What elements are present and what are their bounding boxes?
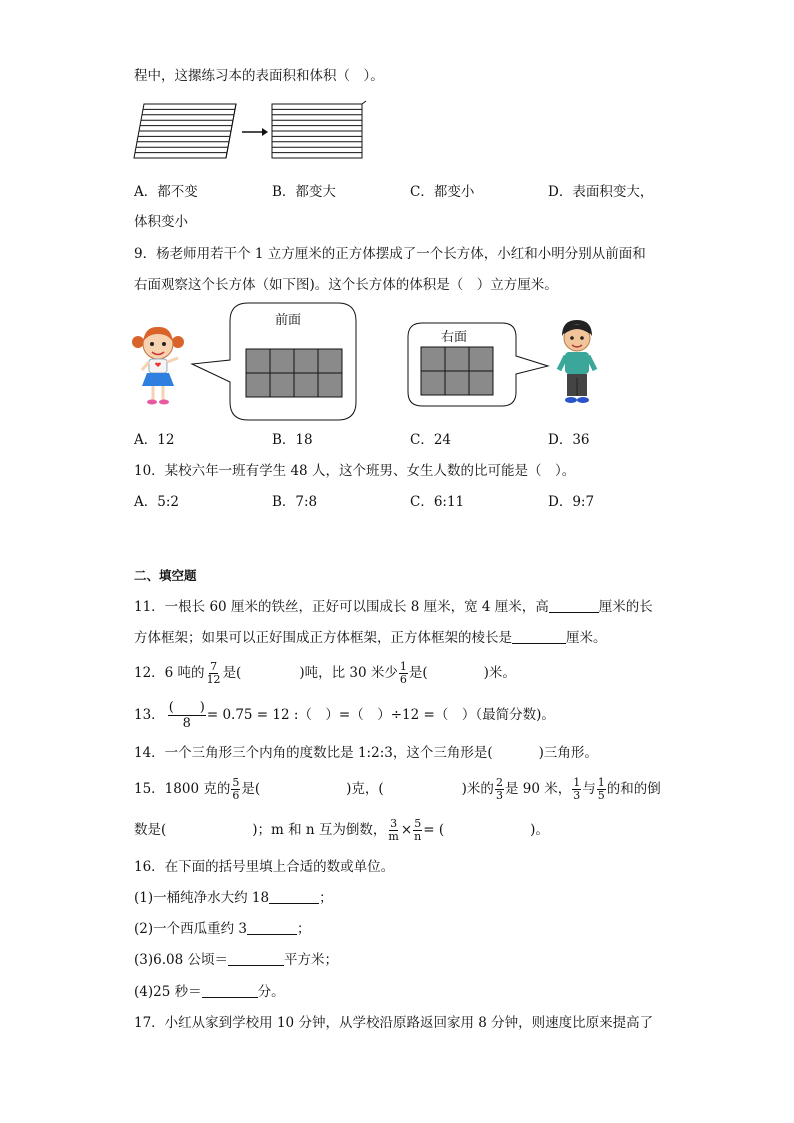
q11-text-2: 厘米的长 [598, 599, 653, 615]
q10-option-d[interactable]: D．9:7 [548, 494, 595, 510]
q12-fraction-1-6: $\frac{1}{6}$ [399, 660, 407, 686]
right-view-label: 右面 [441, 330, 468, 345]
q9-option-c[interactable]: C．24 [410, 432, 452, 448]
q12-text-2: 是( [222, 665, 242, 681]
q9-option-a[interactable]: A．12 [134, 432, 175, 448]
q11-text-4: 厘米。 [566, 630, 607, 646]
q8-stem-continuation: 程中，这摞练习本的表面积和体积（ ）。 [134, 68, 384, 84]
notebook-stack-figure [134, 104, 374, 164]
q14-text-2: )三角形。 [538, 745, 598, 761]
front-view-bubble [186, 302, 358, 422]
q12-text-4: 是( [408, 665, 428, 681]
unit-cube-square [318, 373, 342, 397]
boy-figure [553, 318, 601, 406]
q12-line [134, 658, 516, 688]
q16-item-1: (1)一桶纯净水大约 18 ； [134, 890, 333, 906]
q16-blank-3[interactable] [228, 951, 284, 966]
q16-item-3: (3)6.08 公顷＝ 平方米； [134, 952, 338, 968]
q15-fraction-3-m: $\frac{3}{m}$ [388, 817, 399, 843]
q9-option-b[interactable]: B．18 [272, 432, 313, 448]
q8-option-d-wrap: 体积变小 [134, 214, 188, 230]
boy-shirt [565, 352, 589, 374]
q15-fraction-2-3: $\frac{2}{3}$ [495, 776, 503, 802]
q13-text: = 0.75 = 12 :（ ）=（ ）÷12 =（ ）（最简分数)。 [206, 707, 555, 723]
right-view-grid [421, 347, 493, 395]
unit-cube-square [246, 349, 270, 373]
q15-line1: 15．1800 克的 $\frac{5}{6}$ 是( )克，( )米的 $\frac{2}{3}$ 是 90 米， $\frac{1}{3}$ 与 $\frac{1}{5}$ 的和的倒 [134, 776, 661, 802]
q12-text-5: )米。 [483, 665, 516, 681]
q14-text-1: 14．一个三角形三个内角的度数比是 1:2:3，这个三角形是( [134, 745, 493, 761]
girl-left-pigtail [132, 336, 144, 348]
unit-cube-square [270, 373, 294, 397]
unit-cube-square [294, 349, 318, 373]
q9-stem-line2: 右面观察这个长方体（如下图)。这个长方体的体积是（ ）立方厘米。 [134, 277, 558, 293]
q10-option-a[interactable]: A．5:2 [134, 494, 179, 510]
q15-fraction-5-n: $\frac{5}{n}$ [414, 817, 422, 843]
unit-cube-square [270, 349, 294, 373]
q10-stem: 10．某校六年一班有学生 48 人，这个班男、女生人数的比可能是（ ）。 [134, 463, 576, 479]
q12-text-1: 12．6 吨的 [134, 665, 205, 681]
unit-cube-square [469, 371, 493, 395]
q16-blank-2[interactable] [247, 920, 297, 935]
q11-text-1: 11．一根长 60 厘米的铁丝，正好可以围成长 8 厘米，宽 4 厘米，高 [134, 599, 549, 615]
front-view-grid [246, 349, 342, 397]
unit-cube-square [445, 371, 469, 395]
q15-line2: 数是( )；m 和 n 互为倒数， $\frac{3}{m}$ × $\frac{5}{n}$ = ( )。 [134, 817, 549, 843]
unit-cube-square [246, 373, 270, 397]
girl-figure [132, 322, 184, 406]
q8-option-d[interactable]: D．表面积变大， [548, 184, 654, 200]
girl-right-pigtail [172, 336, 184, 348]
q10-option-b[interactable]: B．7:8 [272, 494, 318, 510]
straight-stack [272, 101, 366, 158]
q12-fraction-7-12: $\frac{7}{12}$ [206, 660, 221, 686]
q11-line2 [134, 628, 607, 648]
unit-cube-square [445, 347, 469, 371]
unit-cube-square [421, 347, 445, 371]
right-view-bubble [406, 322, 552, 408]
q15-fraction-1-3: $\frac{1}{3}$ [573, 776, 581, 802]
q8-option-c[interactable]: C．都变小 [410, 184, 475, 200]
unit-cube-square [294, 373, 318, 397]
q9-stem-line1: 9．杨老师用若干个 1 立方厘米的正方体摆成了一个长方体，小红和小明分别从前面和 [134, 246, 646, 262]
arrow-head-icon [262, 128, 268, 136]
q14-line [134, 743, 598, 763]
q13-line: 13． $\frac{( )}{8}$ = 0.75 = 12 :（ ）=（ ）÷12 =（ ）（最简分数)。 [134, 700, 555, 731]
q11-text-3: 方体框架；如果可以正好围成正方体框架，正方体框架的棱长是 [134, 630, 512, 646]
q13-fraction[interactable]: $\frac{( )}{8}$ [168, 700, 205, 731]
q11-line1 [134, 597, 653, 617]
unit-cube-square [469, 347, 493, 371]
q12-text-3: )吨，比 30 米少 [299, 665, 398, 681]
q16-blank-1[interactable] [269, 889, 319, 904]
girl-skirt [142, 373, 174, 386]
q11-blank-edge[interactable] [512, 629, 566, 644]
front-view-label: 前面 [275, 313, 302, 328]
slanted-stack [134, 104, 236, 158]
q8-option-a[interactable]: A．都不变 [134, 184, 198, 200]
section-title-fill-in: 二、填空题 [134, 568, 197, 583]
q16-item-4: (4)25 秒＝ 分。 [134, 984, 285, 1000]
q9-option-d[interactable]: D．36 [548, 432, 590, 448]
q16-stem: 16．在下面的括号里填上合适的数或单位。 [134, 859, 395, 875]
q16-blank-4[interactable] [202, 983, 258, 998]
q10-option-c[interactable]: C．6:11 [410, 494, 465, 510]
unit-cube-square [421, 371, 445, 395]
q15-fraction-5-6: $\frac{5}{6}$ [232, 776, 240, 802]
q16-item-2: (2)一个西瓜重约 3 ； [134, 921, 311, 937]
q8-option-b[interactable]: B．都变大 [272, 184, 336, 200]
unit-cube-square [318, 349, 342, 373]
q17-stem: 17．小红从家到学校用 10 分钟，从学校沿原路返回家用 8 分钟，则速度比原来提高了 [134, 1015, 654, 1031]
q15-fraction-1-5: $\frac{1}{5}$ [597, 776, 605, 802]
q11-blank-height[interactable] [549, 598, 599, 613]
